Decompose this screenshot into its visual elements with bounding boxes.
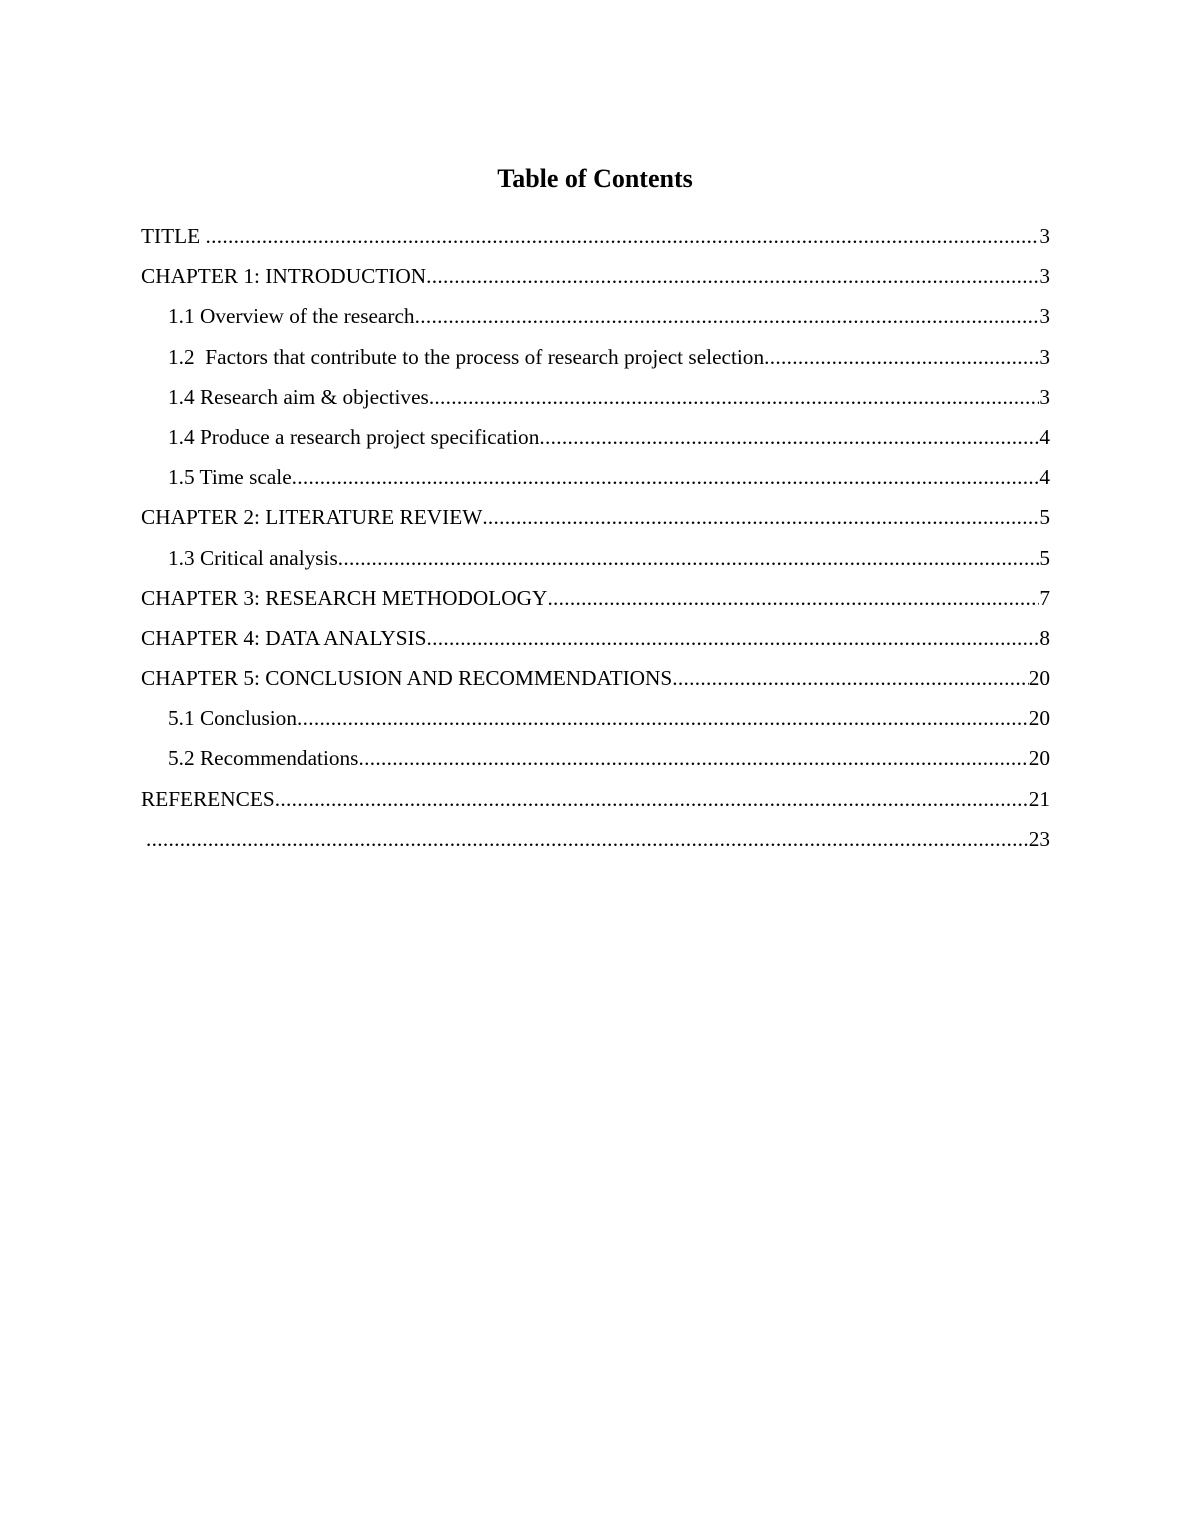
toc-entry-page: 21 [1028, 786, 1050, 811]
toc-entry-1-3[interactable] [141, 543, 1050, 583]
toc-entry-title[interactable] [141, 221, 1050, 261]
dot-leader [338, 543, 1040, 573]
toc-entry-label: TITLE [141, 224, 206, 248]
dot-leader [292, 462, 1040, 492]
toc-entry-page: 3 [1039, 224, 1050, 248]
toc-entry-1-4-spec[interactable] [141, 422, 1050, 462]
toc-entry-page: 4 [1039, 424, 1050, 449]
toc-entry-page: 20 [1028, 706, 1050, 731]
toc-entry-page: 7 [1039, 585, 1050, 610]
toc-entry-page: 3 [1039, 304, 1050, 329]
toc-entry-page: 3 [1039, 384, 1050, 409]
dot-leader [415, 301, 1040, 331]
toc-entry-1-1[interactable] [141, 301, 1050, 341]
toc-entry-page: 3 [1039, 344, 1050, 369]
dot-leader [547, 583, 1039, 613]
dot-leader [429, 382, 1040, 412]
toc-entry-page: 20 [1028, 666, 1050, 691]
toc-title: Table of Contents [497, 164, 693, 193]
dot-leader [358, 743, 1028, 773]
toc-entry-label: REFERENCES [141, 786, 275, 811]
toc-entry-page: 8 [1039, 625, 1050, 650]
toc-entry-chapter-2[interactable] [141, 502, 1050, 542]
toc-entry-page: 5 [1039, 505, 1050, 530]
dot-leader [275, 784, 1029, 814]
toc-entry-label: 1.3 Critical analysis [168, 545, 338, 570]
toc-entry-1-5[interactable] [141, 462, 1050, 502]
dot-leader [426, 261, 1039, 291]
toc-entry-label: CHAPTER 4: DATA ANALYSIS [141, 625, 427, 650]
toc-entry-label: 1.1 Overview of the research [168, 304, 415, 329]
toc-entry-untitled[interactable] [141, 824, 1050, 864]
toc-entry-page: 23 [1028, 826, 1050, 851]
toc-entry-label: CHAPTER 3: RESEARCH METHODOLOGY [141, 585, 548, 610]
toc-entry-label: CHAPTER 2: LITERATURE REVIEW [141, 505, 483, 530]
dot-leader [482, 502, 1039, 532]
dot-leader [539, 422, 1039, 452]
toc-entry-label: 1.2 Factors that contribute to the process of research project selection [168, 344, 765, 369]
toc-entry-page: 20 [1028, 746, 1050, 771]
toc-list [141, 221, 1050, 864]
toc-entry-1-4-aim[interactable] [141, 382, 1050, 422]
toc-entry-chapter-3[interactable] [141, 583, 1050, 623]
toc-entry-page: 3 [1039, 264, 1050, 289]
dot-leader [426, 623, 1039, 653]
toc-entry-label: 1.5 Time scale [168, 465, 292, 490]
toc-entry-references[interactable] [141, 784, 1050, 824]
dot-leader [205, 221, 1039, 251]
toc-entry-label: CHAPTER 5: CONCLUSION AND RECOMMENDATIONS [141, 666, 673, 691]
toc-entry-label: 5.2 Recommendations [168, 746, 359, 771]
toc-entry-label: CHAPTER 1: INTRODUCTION [141, 264, 427, 289]
toc-entry-5-2[interactable] [141, 743, 1050, 783]
toc-entry-chapter-1[interactable] [141, 261, 1050, 301]
toc-entry-chapter-4[interactable] [141, 623, 1050, 663]
dot-leader [146, 824, 1029, 854]
toc-entry-label: 1.4 Research aim & objectives [168, 384, 429, 409]
toc-entry-page: 5 [1039, 545, 1050, 570]
toc-entry-page: 4 [1039, 465, 1050, 490]
toc-entry-label: 1.4 Produce a research project specification [168, 424, 540, 449]
toc-entry-label: 5.1 Conclusion [168, 706, 297, 731]
toc-entry-5-1[interactable] [141, 703, 1050, 743]
toc-entry-1-2[interactable] [141, 342, 1050, 382]
toc-entry-chapter-5[interactable] [141, 663, 1050, 703]
dot-leader [764, 342, 1039, 372]
dot-leader [672, 663, 1028, 693]
dot-leader [297, 703, 1029, 733]
